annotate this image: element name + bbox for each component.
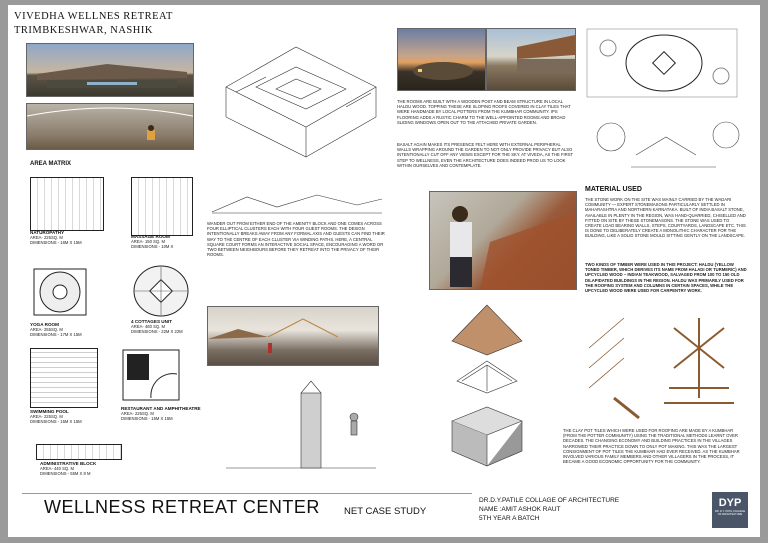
stone-material-description: THE STONE WORK ON THE SITE WAS MAINLY CARRIED BY THE WADARI COMMUNITY — EXPERT STONEMASONS PARTICULARLY SETTLED IN MAHARASHTRA AND NORTHERN KARNATAKA. BUILT OF INDIA BASALT STONE, AVAILABLE IN PLENTY IN THE REGION, WAS HAND-QUARRIED, CHISELLED AND FITTED ON SITE BY THESE STONEMASONS. THE STONE WAS USED TO CREATE LOAD BEARING WALLS, STEPS, COURTYARDS, LANDSCAPE ETC. THIS IS DONE TO DELIBERATELY CREATE A MONOLITHIC CHARACTER FOR THE BUILDING, LIKE A SOLID STONE MOULD SITTING GENTLY ON THE LANDSCAPE.	[585, 197, 746, 239]
matrix-item-pool	[30, 409, 130, 424]
matrix-item-area: AREA- 255SQ. M	[30, 327, 63, 333]
material-heading: MATERIAL USED	[585, 186, 642, 193]
plan-cluster-drawing	[586, 28, 738, 98]
header	[14, 11, 204, 36]
student-name: NAME :AMIT ASHOK RAUT	[479, 506, 561, 513]
craftsman-photo	[429, 191, 577, 290]
matrix-item-yoga	[30, 322, 130, 337]
matrix-item-area: AREA- 225SQ. M	[30, 414, 63, 420]
plan-naturopathy	[30, 177, 104, 231]
presentation-sheet	[8, 5, 760, 537]
sketch-perspective	[586, 107, 746, 177]
sheet-location: TRIMBKESHWAR, NASHIK	[14, 25, 153, 36]
college-name: DR.D.Y.PATILE COLLAGE OF ARCHITECTURE	[479, 497, 620, 504]
logo-text: DYP	[718, 497, 742, 509]
matrix-item-dimensions: DIMENSIONS - 15M X 15M	[121, 416, 173, 422]
matrix-item-name: YOGA ROOM	[30, 322, 59, 327]
matrix-item-restaurant	[121, 406, 211, 421]
basalt-description: BASALT AGAIN MAKES ITS PRESENCE FELT HERE WITH EXTERNAL PERIPHERAL WALLS WRAPPING AROUND THE GARDEN TO NOT ONLY PROVIDE PRIVACY BUT ALSO INTENTIONALLY CUT OFF ANY VIEWS EXCEPT FOR THE SKY. AT VIVEDA, AS THE FIRST STEP TO WELLNESS, EVEN THE ARCHITECTURE DOES INDEED PROD US TO LOOK WITHIN OURSELVES AND CONTEMPLATE.	[397, 142, 573, 168]
student-info	[479, 496, 639, 523]
construction-photo	[207, 306, 379, 366]
exterior-photo	[26, 43, 194, 97]
craftsman-photo-sketch	[430, 192, 576, 289]
matrix-item-dimensions: DIMENSIONS - 10M X	[131, 244, 174, 250]
matrix-item-area: AREA- 460 SQ. M	[131, 324, 165, 330]
courtyard-photo-sketch	[487, 29, 575, 90]
section-drawing	[226, 373, 381, 483]
sketch-elevation	[207, 187, 387, 217]
plan-massage-room	[131, 177, 193, 236]
matrix-item-naturopathy	[30, 230, 130, 245]
student-year: 5TH YEAR A BATCH	[479, 515, 540, 522]
plan-swimming-pool	[30, 348, 98, 408]
dusk-photo-sketch	[398, 29, 485, 90]
timber-material-description: TWO KINDS OF TIMBER WERE USED IN THIS PROJECT: HALDU (YELLOW TONED TIMBER, WHICH DERIVES ITS NAME FROM HALADI OR TURMERIC) AND UPCYCLED WOOD – INDIAN TEAKWOOD, SALVAGED FROM 100 TO 150 OLD DILAPIDATED BUILDINGS IN THE REGION. HALDU WAS PRIMARILY USED FOR THE ROOFING SYSTEM AND COLUMNS IN CERTAIN SPACES, WHILE THE UPCYCLED WOOD WERE USED FOR CARPENTRY WORK.	[585, 262, 747, 294]
plan-restaurant	[121, 348, 181, 402]
matrix-item-name: NATUROPATHY	[30, 230, 65, 235]
matrix-item-name: MASSAGE ROOM	[131, 234, 170, 239]
matrix-item-name: ADMINISTRATIVE BLOCK	[40, 461, 97, 466]
interior-photo-sketch	[27, 104, 193, 149]
area-matrix-heading: AREA MATRIX	[30, 161, 71, 167]
matrix-item-admin	[40, 461, 150, 476]
clay-tiles-description: THE CLAY POT TILES WHICH WERE USED FOR ROOFING ARE MADE BY A KUMBHAR (FROM THE POTTER COMMUNITY) USING THE TRADITIONAL METHODS LEARNT OVER DECADES. THE CHANGING ECONOMY AND BUILDING PRACTICES IN THE VILLAGES NARROWED THEIR PRACTICE DOWN TO ONLY POT MAKING. THIS WAS THE LARGEST CONSIGNMENT OF POT TILES THE KUMBHAR HAD EVER RECEIVED. AS THE KUMBHAR INVOLVED VARIOUS FAMILY MEMBERS AND OTHER VILLAGERS IN THE PROCESS, IT BECAME A GOOD ECONOMIC OPPORTUNITY FOR THE COMMUNITY.	[563, 428, 740, 465]
matrix-item-dimensions: DIMENSIONS - 15M X 15M	[30, 419, 82, 425]
logo-subtext: DR. D.Y. PATIL COLLEGE OF ARCHITECTURE	[714, 510, 746, 516]
matrix-item-dimensions: DIMENSIONS - 17M X 15M	[30, 332, 82, 338]
courtyard-photo	[486, 28, 576, 91]
isometric-drawing-top	[206, 27, 386, 167]
roof-detail-drawing	[584, 308, 744, 423]
matrix-item-massage	[131, 234, 201, 249]
plan-yoga-room	[32, 267, 88, 317]
matrix-item-dimensions: DIMENSIONS - 55M X 8 M	[40, 471, 91, 477]
footer-subtitle: NET CASE STUDY	[344, 506, 427, 517]
matrix-item-area: AREA- 150 SQ. M	[131, 239, 165, 245]
matrix-item-name: SWIMMING POOL	[30, 409, 69, 414]
matrix-item-area: AREA- 225SQ. M	[30, 235, 63, 241]
matrix-item-area: AREA- 225SQ. M	[121, 411, 154, 417]
matrix-item-dimensions: DIMENSIONS - 22M X 22M	[131, 329, 183, 335]
exterior-photo-sketch	[27, 44, 193, 96]
construction-photo-sketch	[208, 307, 378, 365]
footer-title: WELLNESS RETREAT CENTER	[44, 497, 320, 517]
dusk-photo	[397, 28, 486, 91]
plan-admin-block	[36, 444, 122, 460]
sheet-title: VIVEDHA WELLNES RETREAT	[14, 11, 173, 22]
rooms-description: THE ROOMS ARE BUILT WITH A WOODEN POST AND BEAM STRUCTURE IN LOCAL HALDU WOOD. TOPPING THESE ARE SLOPING ROOFS COVERED IN CLAY TILES THAT WERE HANDMADE BY LOCAL POTTERS FROM THE KUMBHAR COMMUNITY. IPS FLOORING ADDS A RUSTIC CHARM TO THE WELL-APPOINTED ROOMS AND BROAD SLIDING WINDOWS OPEN OUT TO THE ATTACHED PRIVATE GARDEN.	[397, 99, 571, 125]
exploded-axonometric	[432, 301, 542, 481]
cluster-description: WANDER OUT FROM EITHER END OF THE AMENITY BLOCK AND ONE COMES ACROSS FOUR ELLIPTICAL CLUSTERS EACH WITH FOUR GUEST ROOMS. THE DESIGN INTENTIONALLY BREAKS AWAY FROM ANY FORMAL AXIS AND GUESTS CAN FIND THEIR WAY TO THE CENTRE OF EACH CLUSTER VIA WINDING PATHS. HERE, A CENTRAL SQUARE COURT FORMS AN INTERACTIVE SOCIAL SPACE, ENCOURAGING A WORD OR TWO BETWEEN NEIGHBOURS BEFORE THEY RETREAT INTO THE PRIVACY OF THEIR ROOMS.	[207, 221, 385, 258]
interior-photo	[26, 103, 194, 150]
matrix-item-area: AREA- 440 SQ. M	[40, 466, 74, 472]
plan-cottages	[131, 263, 191, 319]
matrix-item-name: 4 COTTAGES UNIT	[131, 319, 173, 324]
matrix-item-dimensions: DIMENSIONS - 16M X 15M	[30, 240, 82, 246]
matrix-item-name: RESTAURANT AND AMPHITHEATRE	[121, 406, 201, 411]
college-logo	[712, 492, 748, 528]
